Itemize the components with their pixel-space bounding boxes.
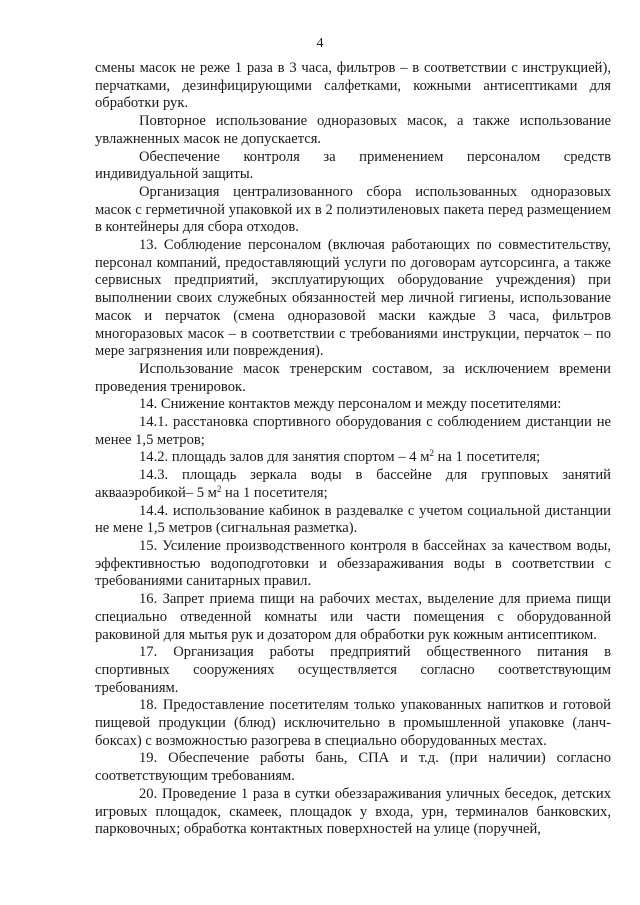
paragraph-item-14: 14. Снижение контактов между персоналом и между посетителями: — [139, 396, 562, 413]
item-14-2-superscript: 2 — [429, 448, 434, 459]
paragraph-ppe-control: Обеспечение контроля за применением персоналом средств индивидуальной защиты. — [95, 148, 611, 183]
paragraph-reuse-masks: Повторное использование одноразовых масок, а также использование увлажненных масок не допускается. — [95, 113, 611, 147]
item-14-2-text: 14.2. площадь залов для занятия спортом – 4 м — [139, 449, 430, 466]
paragraph-item-17: 17. Организация работы предприятий общественного питания в спортивных сооружениях осуществляется согласно соответствующим требованиям. — [95, 644, 611, 696]
paragraph-item-20: 20. Проведение 1 раза в сутки обеззараживания уличных беседок, детских игровых площадок, скамеек, площадок у входа, урн, терминалов банковских, парковочных; обработка контактных поверхностей на улице (поручней, — [95, 785, 611, 838]
paragraph-item-19: 19. Обеспечение работы бань, СПА и т.д. (при наличии) согласно соответствующим требованиям. — [95, 750, 611, 785]
paragraph-mask-collection: Организация централизованного сбора использованных одноразовых масок с герметичной упаковкой их в 2 полиэтиленовых пакета перед размещением в контейнеры для сбора отходов. — [95, 183, 611, 236]
paragraph-trainer-masks: Использование масок тренерским составом, за исключением времени проведения тренировок. — [95, 360, 611, 395]
item-14-3-superscript: 2 — [216, 483, 222, 494]
paragraph-item-14-3 — [95, 467, 611, 502]
item-14-3-text: 14.3. площадь зеркала воды в бассейне для групповых занятий аквааэробикой– 5 м — [95, 467, 611, 501]
page-number: 4 — [316, 36, 324, 51]
item-14-2-text-end: на 1 посетителя; — [433, 449, 541, 466]
paragraph-mask-change-continuation: смены масок не реже 1 раза в 3 часа, фильтров – в соответствии с инструкцией), перчатками, дезинфицирующими салфетками, кожными антисептиками для обработки рук. — [95, 60, 611, 112]
paragraph-item-15: 15. Усиление производственного контроля в бассейнах за качеством воды, эффективностью водоподготовки и обеззараживания воды в соответствии с требованиями санитарных правил. — [95, 537, 611, 590]
paragraph-item-14-1: 14.1. расстановка спортивного оборудования с соблюдением дистанции не менее 1,5 метров; — [95, 414, 611, 448]
paragraph-item-13: 13. Соблюдение персоналом (включая работающих по совместительству, персонал компаний, предоставляющий услуги по договорам аутсорсинга, а также сервисных предприятий, эксплуатирующих оборудование учреждения) при выполнении своих служебных обязанностей мер личной гигиены, использование масок и перчаток (смена одноразовой маски каждые 3 часа, фильтров многоразовых масок – в соответствии с требованиями инструкции, перчаток – по мере загрязнения или повреждения). — [95, 237, 611, 360]
paragraph-item-16: 16. Запрет приема пищи на рабочих местах, выделение для приема пищи специально отведенной комнаты или части помещения с оборудованной раковиной для мытья рук и дозатором для обработки рук кожным антисептиком. — [95, 591, 611, 643]
document-body — [95, 60, 611, 839]
item-14-3-text-end: на 1 посетителя; — [221, 484, 328, 501]
paragraph-item-18: 18. Предоставление посетителям только упакованных напитков и готовой пищевой продукции (блюд) исключительно в промышленной упаковке (ланч-боксах) с возможностью разогрева в специально оборудованных местах. — [95, 697, 611, 749]
paragraph-item-14-2 — [95, 449, 611, 467]
paragraph-item-14-4: 14.4. использование кабинок в раздевалке с учетом социальной дистанции не мене 1,5 метров (сигнальная разметка). — [95, 502, 611, 537]
